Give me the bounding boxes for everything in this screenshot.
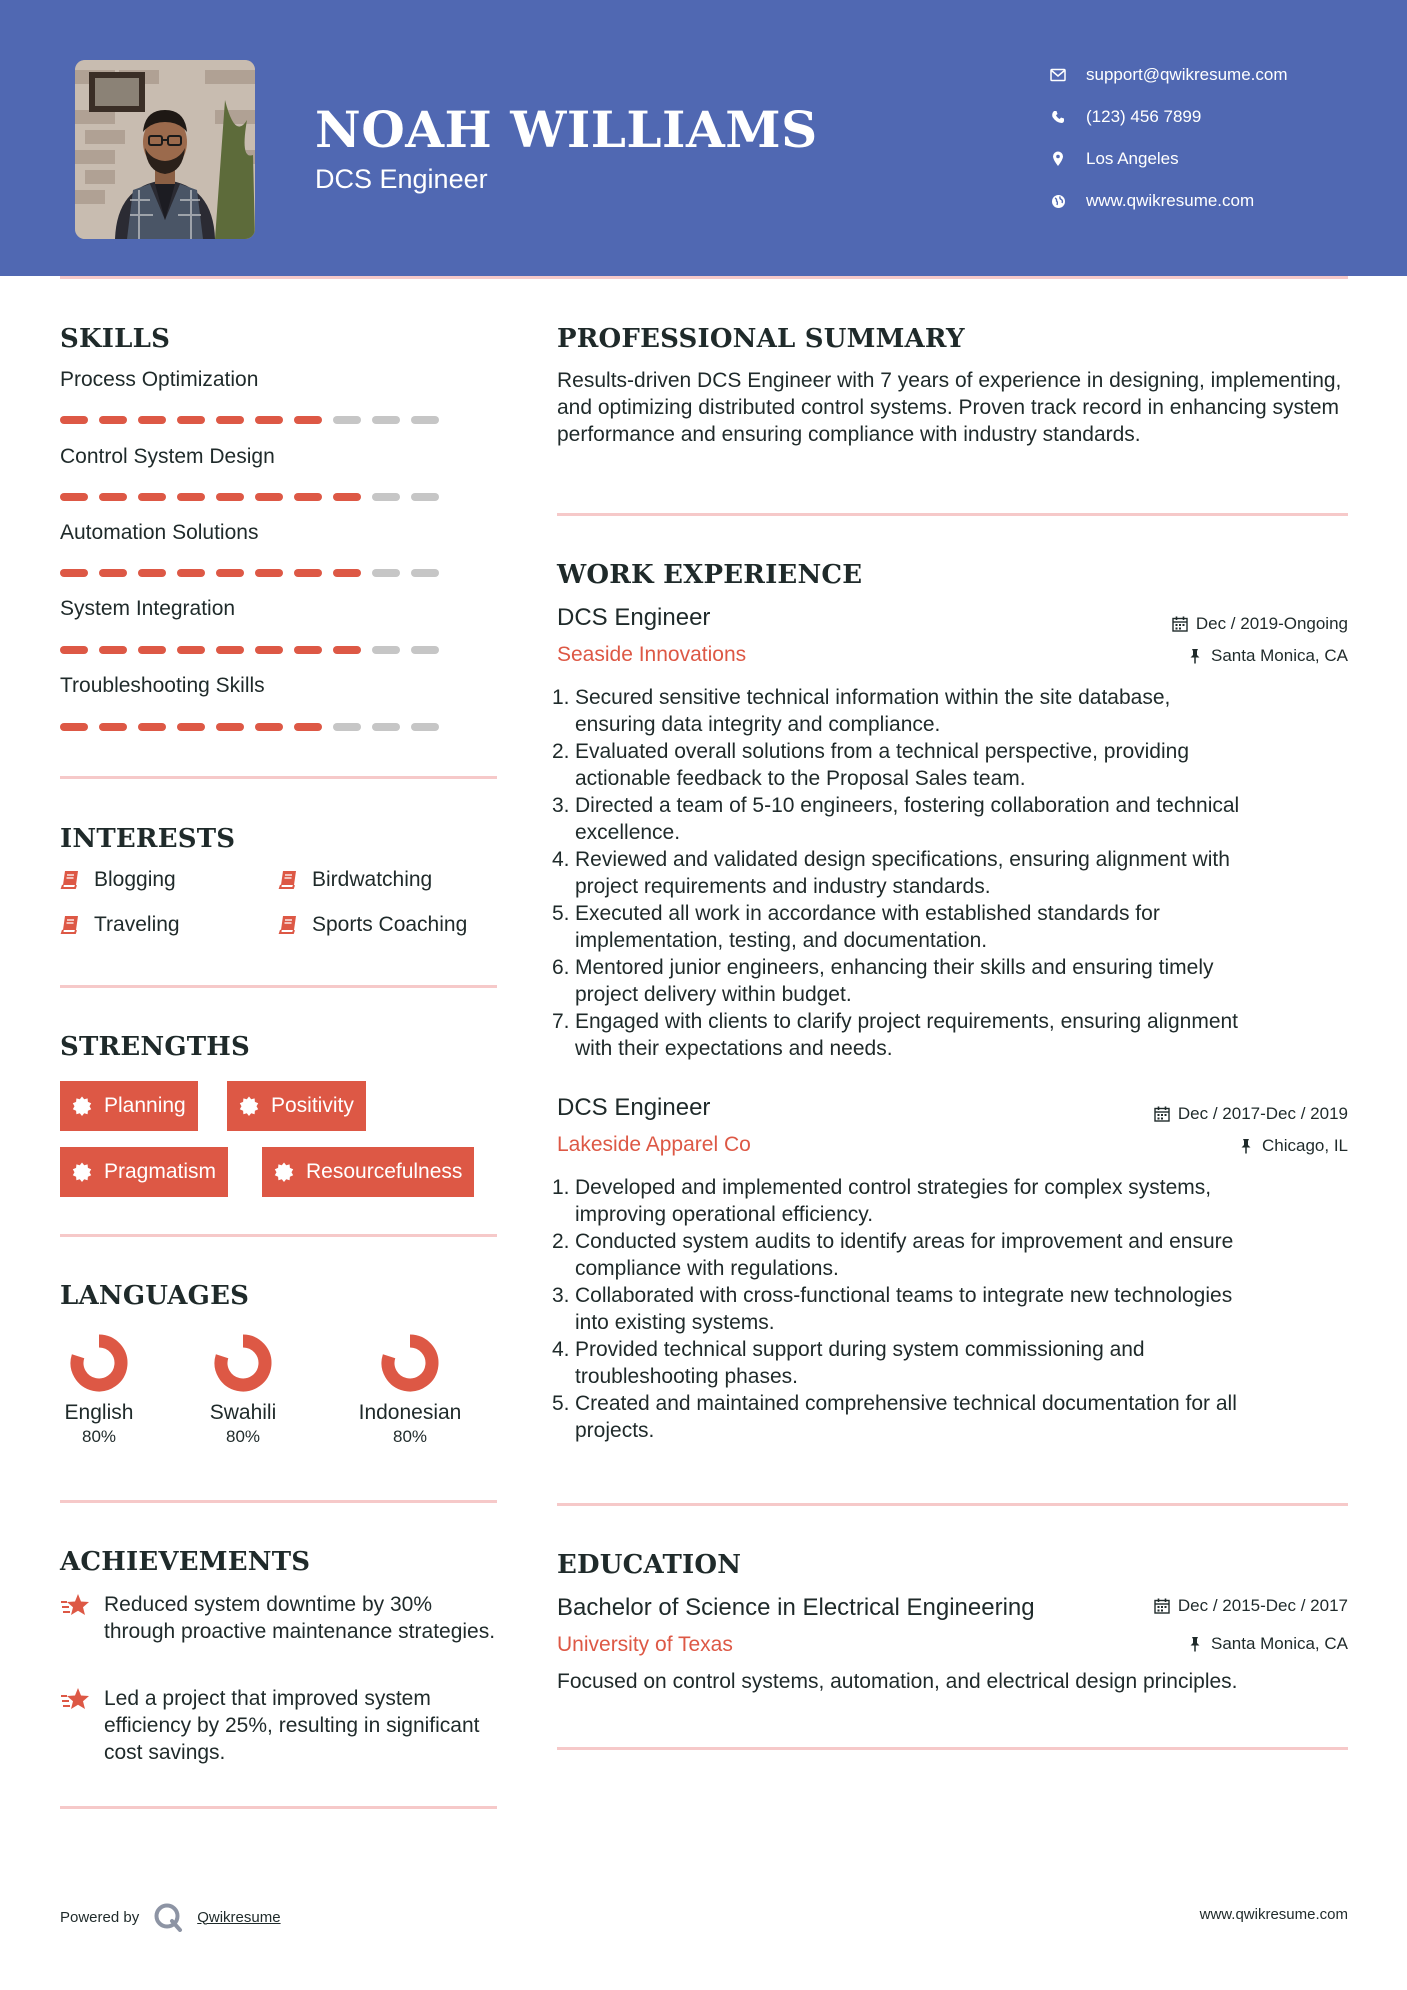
responsibility-text: Directed a team of 5-10 engineers, fostering collaboration and technical excellence. [575,794,1240,844]
experience-title: WORK EXPERIENCE [557,560,863,590]
language-percent: 80% [392,1427,428,1446]
powered-by-label: Powered by [60,1908,140,1926]
skill-dash-filled [60,416,88,424]
responsibility-text: Engaged with clients to clarify project requirements, ensuring alignment with their expectations and needs. [575,1010,1239,1060]
skill-name: Control System Design [60,445,275,468]
footer-website[interactable]: www.qwikresume.com [1199,1906,1348,1923]
skill-rating [60,723,439,731]
profile-photo [75,60,255,239]
skill-dash-filled [255,646,283,654]
skill-dash-filled [333,646,361,654]
star-award-icon [60,1593,90,1619]
skill-dash-filled [294,493,322,501]
language-percent: 80% [225,1427,261,1446]
achievement-item [60,1591,500,1645]
strengths-title: STRENGTHS [60,1032,251,1062]
responsibility-item [552,1228,1352,1282]
skill-dash-filled [60,723,88,731]
skill-rating [60,646,439,654]
achievement-text: Led a project that improved system efficiency by 25%, resulting in significant cost savings. [104,1687,480,1764]
skill-dash-filled [177,493,205,501]
responsibility-item [552,1336,1352,1390]
skill-dash-filled [216,723,244,731]
responsibility-text: Executed all work in accordance with established standards for implementation, testing, and documentation. [575,902,1160,952]
education-title: EDUCATION [557,1550,742,1580]
responsibility-number: 2. [552,740,570,763]
candidate-role: DCS Engineer [315,164,488,194]
responsibility-text: Created and maintained comprehensive technical documentation for all projects. [575,1392,1237,1442]
skill-dash-empty [333,416,361,424]
calendar-icon [1172,616,1188,632]
responsibility-number: 5. [552,1392,570,1415]
location-pin-icon [1050,151,1066,167]
skill-dash-empty [372,416,400,424]
responsibility-item [552,900,1352,954]
job-responsibilities [552,1174,1352,1444]
language-name: Swahili [209,1401,277,1424]
responsibility-number: 3. [552,1284,570,1307]
responsibility-number: 5. [552,902,570,925]
strength-label: Positivity [271,1094,354,1117]
skill-dash-filled [99,723,127,731]
skill-dash-empty [372,723,400,731]
book-icon [278,915,298,935]
summary-title: PROFESSIONAL SUMMARY [557,324,965,354]
skill-dash-empty [411,493,439,501]
section-divider [60,1806,497,1809]
job-location-text: Santa Monica, CA [1210,646,1348,665]
contact-website[interactable] [1050,180,1288,222]
skill-dash-filled [177,569,205,577]
job-dates [1172,614,1348,634]
skill-dash-empty [372,493,400,501]
contact-list [1050,54,1288,222]
section-divider [60,1500,497,1503]
skill-dash-filled [177,723,205,731]
header-divider [60,276,1348,279]
language-ring [211,1331,275,1395]
skill-dash-empty [411,646,439,654]
skill-dash-filled [99,416,127,424]
skill-dash-filled [138,723,166,731]
section-divider [60,1234,497,1237]
calendar-icon [1154,1106,1170,1122]
qwikresume-logo-icon [153,1902,183,1932]
badge-icon [72,1096,92,1116]
section-divider [60,985,497,988]
skill-dash-filled [60,569,88,577]
responsibility-number: 3. [552,794,570,817]
strength-label: Pragmatism [104,1160,217,1183]
responsibility-number: 4. [552,848,570,871]
skill-dash-filled [138,416,166,424]
pushpin-icon [1187,648,1203,664]
language-item [340,1331,480,1447]
education-description: Focused on control systems, automation, and electrical design principles. [557,1670,1238,1693]
responsibility-text: Developed and implemented control strategies for complex systems, improving operational efficiency. [575,1176,1212,1226]
skill-dash-empty [333,723,361,731]
education-location-text: Santa Monica, CA [1210,1634,1348,1653]
job-company: Seaside Innovations [557,643,747,666]
skill-rating [60,569,439,577]
strength-label: Resourcefulness [306,1160,463,1183]
skill-dash-filled [255,723,283,731]
section-divider [557,1503,1348,1506]
interest-label: Traveling [94,913,180,936]
skill-dash-empty [372,569,400,577]
education-dates-text: Dec / 2015-Dec / 2017 [1177,1596,1348,1615]
responsibility-text: Evaluated overall solutions from a technical perspective, providing actionable feedback to the Proposal Sales team. [575,740,1189,790]
strength-tag [227,1081,366,1131]
language-ring-arc [388,1341,432,1385]
skill-dash-filled [138,493,166,501]
job-title: DCS Engineer [557,604,711,631]
strength-tag [262,1147,474,1197]
language-name: English [64,1401,134,1424]
interest-item [278,868,432,892]
skill-dash-filled [294,646,322,654]
contact-phone[interactable] [1050,96,1288,138]
contact-phone-text: (123) 456 7899 [1086,107,1202,126]
skill-dash-filled [255,569,283,577]
responsibility-text: Collaborated with cross-functional teams to integrate new technologies into existing systems. [575,1284,1233,1334]
skill-dash-filled [333,569,361,577]
responsibility-text: Secured sensitive technical information within the site database, ensuring data integrity and compliance. [575,686,1171,736]
language-name: Indonesian [358,1401,462,1424]
pushpin-icon [1187,1636,1203,1652]
pushpin-icon [1238,1138,1254,1154]
skill-dash-filled [138,646,166,654]
job-location [1238,1136,1348,1156]
responsibility-text: Provided technical support during system commissioning and troubleshooting phases. [575,1338,1145,1388]
interest-label: Birdwatching [312,868,433,891]
job-dates [1154,1104,1348,1124]
responsibility-item [552,1008,1352,1062]
badge-icon [72,1162,92,1182]
skill-dash-filled [99,493,127,501]
achievement-item [60,1685,500,1766]
interest-label: Sports Coaching [312,913,468,936]
job-title: DCS Engineer [557,1094,711,1121]
skill-dash-filled [294,723,322,731]
section-divider [557,1747,1348,1750]
skill-dash-filled [60,646,88,654]
skill-dash-filled [216,493,244,501]
education-location [1187,1634,1348,1654]
skill-dash-filled [255,416,283,424]
interest-item [60,913,180,937]
skill-name: Process Optimization [60,368,259,391]
skill-name: Automation Solutions [60,521,259,544]
job-dates-text: Dec / 2019-Ongoing [1195,614,1348,633]
skill-dash-empty [411,416,439,424]
contact-email[interactable] [1050,54,1288,96]
language-ring-arc [77,1341,121,1385]
responsibility-text: Reviewed and validated design specifications, ensuring alignment with project requirements and industry standards. [575,848,1230,898]
responsibility-item [552,738,1352,792]
section-divider [557,513,1348,516]
skill-dash-empty [411,723,439,731]
interests-title: INTERESTS [60,824,236,854]
skill-rating [60,493,439,501]
book-icon [278,870,298,890]
responsibility-item [552,954,1352,1008]
skill-dash-empty [411,569,439,577]
contact-website-text: www.qwikresume.com [1086,191,1255,210]
book-icon [60,915,80,935]
responsibility-number: 4. [552,1338,570,1361]
contact-location-text: Los Angeles [1086,149,1179,168]
contact-email-text: support@qwikresume.com [1086,65,1288,84]
language-percent: 80% [81,1427,117,1446]
job-dates-text: Dec / 2017-Dec / 2019 [1177,1104,1348,1123]
strength-tag [60,1081,198,1131]
interest-label: Blogging [94,868,176,891]
skill-dash-filled [177,646,205,654]
language-item [29,1331,169,1447]
calendar-icon [1154,1598,1170,1614]
qwikresume-link[interactable]: Qwikresume [197,1908,281,1926]
education-degree: Bachelor of Science in Electrical Engineering [557,1594,1035,1621]
footer-powered-by [60,1902,281,1932]
skill-dash-filled [216,569,244,577]
skill-rating [60,416,439,424]
skills-title: SKILLS [60,324,171,354]
responsibility-item [552,846,1352,900]
responsibility-number: 7. [552,1010,570,1033]
job-location-text: Chicago, IL [1262,1136,1348,1155]
skill-dash-filled [255,493,283,501]
responsibility-item [552,684,1352,738]
badge-icon [239,1096,259,1116]
skill-dash-filled [99,646,127,654]
interest-item [278,913,467,937]
language-ring-arc [221,1341,265,1385]
strength-tag [60,1147,228,1197]
languages-title: LANGUAGES [60,1281,250,1311]
education-dates [1154,1596,1348,1616]
responsibility-text: Mentored junior engineers, enhancing their skills and ensuring timely project delivery within budget. [575,956,1214,1006]
badge-icon [274,1162,294,1182]
responsibility-number: 1. [552,686,570,709]
phone-icon [1050,109,1066,125]
section-divider [60,776,497,779]
skill-dash-filled [177,416,205,424]
strength-label: Planning [104,1094,186,1117]
language-ring [67,1331,131,1395]
skill-name: Troubleshooting Skills [60,674,265,697]
header-banner [0,0,1407,276]
responsibility-number: 2. [552,1230,570,1253]
achievement-text: Reduced system downtime by 30% through proactive maintenance strategies. [104,1593,496,1643]
book-icon [60,870,80,890]
responsibility-item [552,1174,1352,1228]
education-school: University of Texas [557,1633,733,1656]
responsibility-item [552,1282,1352,1336]
responsibility-text: Conducted system audits to identify areas for improvement and ensure compliance with regulations. [575,1230,1234,1280]
skill-dash-filled [294,416,322,424]
skill-dash-filled [60,493,88,501]
globe-icon [1050,193,1066,209]
language-ring [378,1331,442,1395]
star-award-icon [60,1687,90,1713]
envelope-icon [1050,67,1066,83]
summary-text: Results-driven DCS Engineer with 7 years of experience in designing, implementing, and optimizing distributed control systems. Proven track record in enhancing system performance and ensuring compliance with industry standards. [557,369,1342,446]
job-company: Lakeside Apparel Co [557,1133,751,1156]
job-location [1187,646,1348,666]
achievements-title: ACHIEVEMENTS [60,1547,311,1577]
skill-dash-filled [138,569,166,577]
skill-dash-filled [216,416,244,424]
candidate-name: NOAH WILLIAMS [315,100,818,159]
job-responsibilities [552,684,1352,1062]
skill-dash-filled [99,569,127,577]
skill-dash-filled [333,493,361,501]
skill-dash-filled [216,646,244,654]
skill-name: System Integration [60,597,236,620]
responsibility-item [552,1390,1352,1444]
responsibility-item [552,792,1352,846]
responsibility-number: 1. [552,1176,570,1199]
skill-dash-empty [372,646,400,654]
language-item [173,1331,313,1447]
interest-item [60,868,176,892]
skill-dash-filled [294,569,322,577]
contact-location [1050,138,1288,180]
responsibility-number: 6. [552,956,570,979]
